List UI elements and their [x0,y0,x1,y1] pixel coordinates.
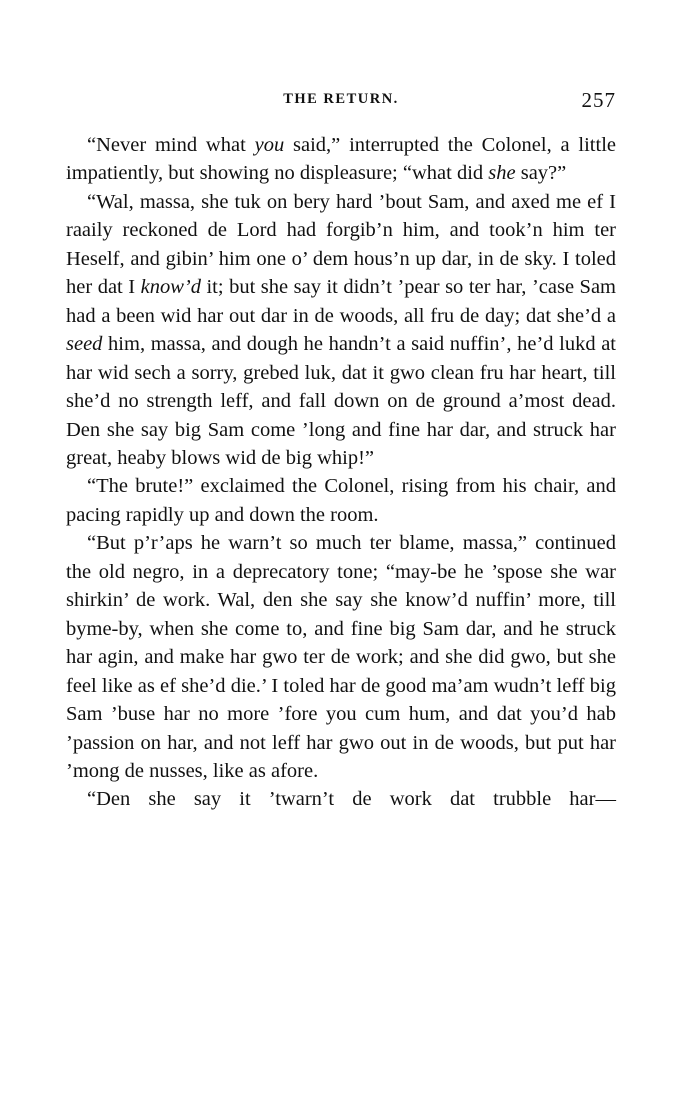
text-run: “Wal, massa, she tuk on bery hard ’bout Sam, and axed me ef I raaily reckoned de Lord had forgib’n him, and took’n him ter Heself, and gibin’ him one o’ dem hous’n up dar, in de sky. I toled her dat I [66,190,616,299]
text-run: say?” [515,162,567,185]
page-number: 257 [581,88,616,112]
italic-text: she [488,162,516,185]
text-run: him, massa, and dough he handn’t a said nuffin’, he’d lukd at har wid sech a sorry, grebed luk, dat it gwo clean fru har heart, till she’d no strength leff, and fall down on de ground a’most dead. Den she say big Sam come ’long and fine har dar, and struck har great, heaby blows wid de big whip!” [66,333,616,469]
text-run: it; but she say it didn’t ’pear so ter har, ’case Sam had a been wid har out dar in de woods, all fru de day; dat she’d a [66,276,617,327]
text-run: “But p’r’aps he warn’t so much ter blame, massa,” continued the old negro, in a deprecatory tone; “may-be he ’spose she war shirkin’ de work. Wal, den she say she know’d nuffin’ more, till byme-by, when she come to, and fine big Sam dar, and he struck har agin, and make har gwo ter de work; and she did gwo, but she feel like as ef she’d die.’ I toled har de good ma’am wudn’t leff big Sam ’buse har no more ’fore you cum hum, and dat you’d hab ’passion on har, and not leff har gwo out in de woods, but put har ’mong de nusses, like as afore. [66,532,616,782]
text-run: “Den she say it ’twarn’t de work dat trubble har— [87,788,616,811]
text-run: “Never mind what [87,134,255,156]
text-run: “The brute!” exclaimed the Colonel, rising from his chair, and pacing rapidly up and down the room. [66,475,616,526]
running-head [66,88,616,114]
body-text [66,131,616,814]
paragraph [66,188,616,473]
paragraph [66,472,616,529]
italic-text: you [254,134,285,156]
paragraph [66,529,616,785]
italic-text: seed [66,333,103,356]
running-title: THE RETURN. [283,91,399,107]
paragraph [66,785,616,813]
paragraph [66,131,616,188]
text-run: said,” interrupted the Colonel, a little impatiently, but showing no displeasure; “what did [66,134,616,185]
italic-text: know’d [140,276,201,299]
